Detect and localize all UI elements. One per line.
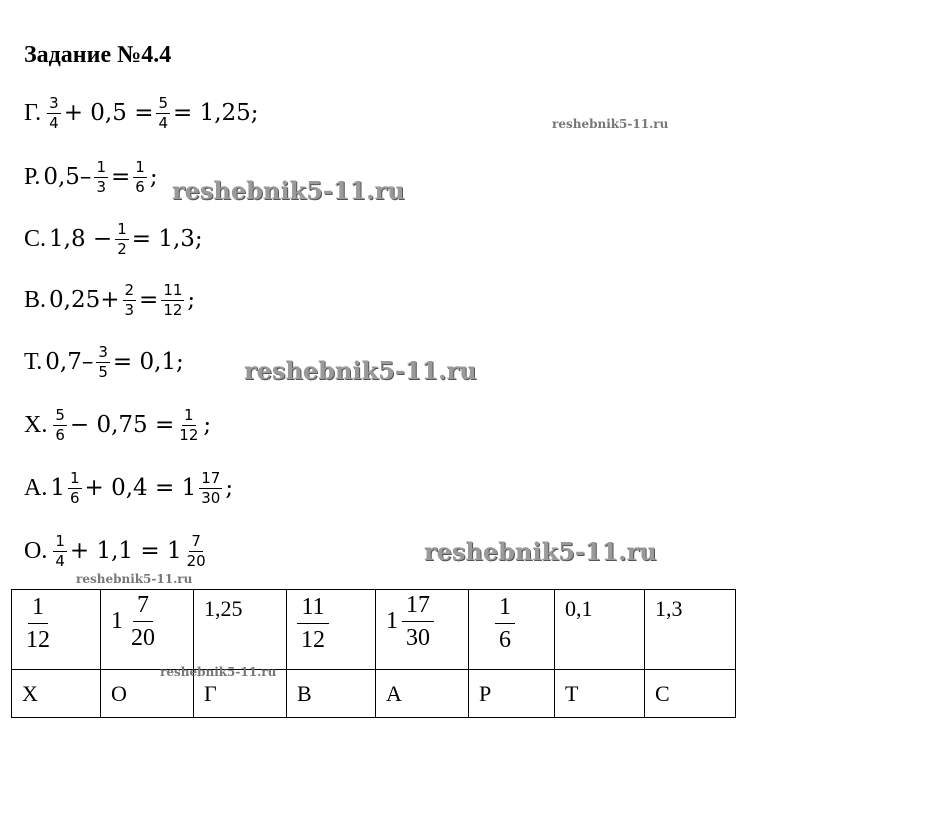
fraction: $\frac{1}{12}$ (179, 405, 199, 444)
fraction: $\frac{1}{2}$ (117, 219, 127, 258)
equation-label: Т. (24, 348, 43, 375)
table-cell-letter: С (645, 670, 736, 718)
fraction: $\frac{11}{12}$ (163, 280, 183, 319)
table-row-letters (12, 670, 736, 718)
equation-label: А. (24, 474, 48, 501)
fraction: $\frac{7}{20}$ (186, 531, 206, 570)
equation-text: ; (187, 287, 196, 313)
watermark: reshebnik5-11.ru (172, 176, 405, 205)
equation-g (24, 88, 259, 138)
equation-text: = 1,25; (173, 100, 259, 126)
equation-label: Р. (24, 163, 41, 190)
equation-label: В. (24, 286, 47, 313)
fraction: $\frac{2}{3}$ (124, 280, 135, 319)
fraction: $\frac{3}{5}$ (98, 342, 108, 381)
watermark: reshebnik5-11.ru (76, 572, 193, 586)
fraction: $\frac{5}{6}$ (55, 405, 65, 444)
watermark: reshebnik5-11.ru (244, 356, 477, 385)
table-cell: 1,25 (194, 590, 287, 670)
fraction: $\frac{1}{6}$ (69, 468, 80, 507)
fraction: $\frac{3}{4}$ (49, 93, 59, 132)
equation-text: + 0,4 = 1 (84, 475, 197, 501)
equation-text: + 0,5 = (63, 100, 154, 126)
table-cell-letter: Т (555, 670, 645, 718)
equation-text: ; (149, 164, 158, 190)
equation-text: = (139, 287, 159, 313)
table-cell: 1,3 (645, 590, 736, 670)
table-cell: 1 17 30 (376, 590, 469, 670)
equation-text: 1,8 − (49, 226, 113, 252)
fraction: $\frac{1}{6}$ (135, 157, 145, 196)
equation-label: О. (24, 537, 48, 564)
equation-text: 0,25+ (49, 287, 120, 313)
equation-label: С. (24, 225, 47, 252)
equation-text: + 1,1 = 1 (69, 538, 182, 564)
equation-s (24, 214, 203, 264)
table-cell-letter: А (376, 670, 469, 718)
equation-a (24, 463, 233, 513)
table-cell: $\frac{11}{12}$ (287, 590, 376, 670)
table-cell: $\frac{1}{6}$ (469, 590, 555, 670)
watermark: reshebnik5-11.ru (160, 665, 277, 679)
equation-r (24, 152, 158, 202)
equation-label: Х. (24, 411, 48, 438)
equation-text: ; (203, 412, 212, 438)
equation-text: = (110, 164, 131, 190)
table-cell: $\frac{1}{12}$ (12, 590, 101, 670)
table-cell: 0,1 (555, 590, 645, 670)
equation-text: 1 (50, 475, 65, 501)
watermark: reshebnik5-11.ru (424, 537, 657, 566)
equation-text: = 1,3; (131, 226, 203, 252)
table-cell-letter: Х (12, 670, 101, 718)
fraction: $\frac{1}{4}$ (55, 531, 65, 570)
equation-label: Г. (24, 99, 42, 126)
table-cell-letter: Р (469, 670, 555, 718)
equation-v (24, 275, 195, 325)
table-cell-letter: О (101, 670, 194, 718)
equation-text: 0,7– (45, 349, 94, 375)
equation-h (24, 400, 211, 450)
table-cell-letter: В (287, 670, 376, 718)
equation-text: − 0,75 = (69, 412, 175, 438)
equation-text: = 0,1; (112, 349, 184, 375)
table-cell-letter: Г (194, 670, 287, 718)
fraction: $\frac{1}{3}$ (96, 157, 106, 196)
equation-text: ; (225, 475, 234, 501)
table-cell: 1 7 20 (101, 590, 194, 670)
fraction: $\frac{5}{4}$ (158, 93, 169, 132)
task-title: Задание №4.4 (24, 42, 172, 68)
equation-text: 0,5– (43, 164, 92, 190)
answer-table (11, 589, 736, 718)
equation-t (24, 337, 184, 387)
table-row-values (12, 590, 736, 670)
equation-o (24, 526, 211, 576)
fraction: $\frac{17}{30}$ (201, 468, 221, 507)
watermark: reshebnik5-11.ru (552, 117, 669, 131)
